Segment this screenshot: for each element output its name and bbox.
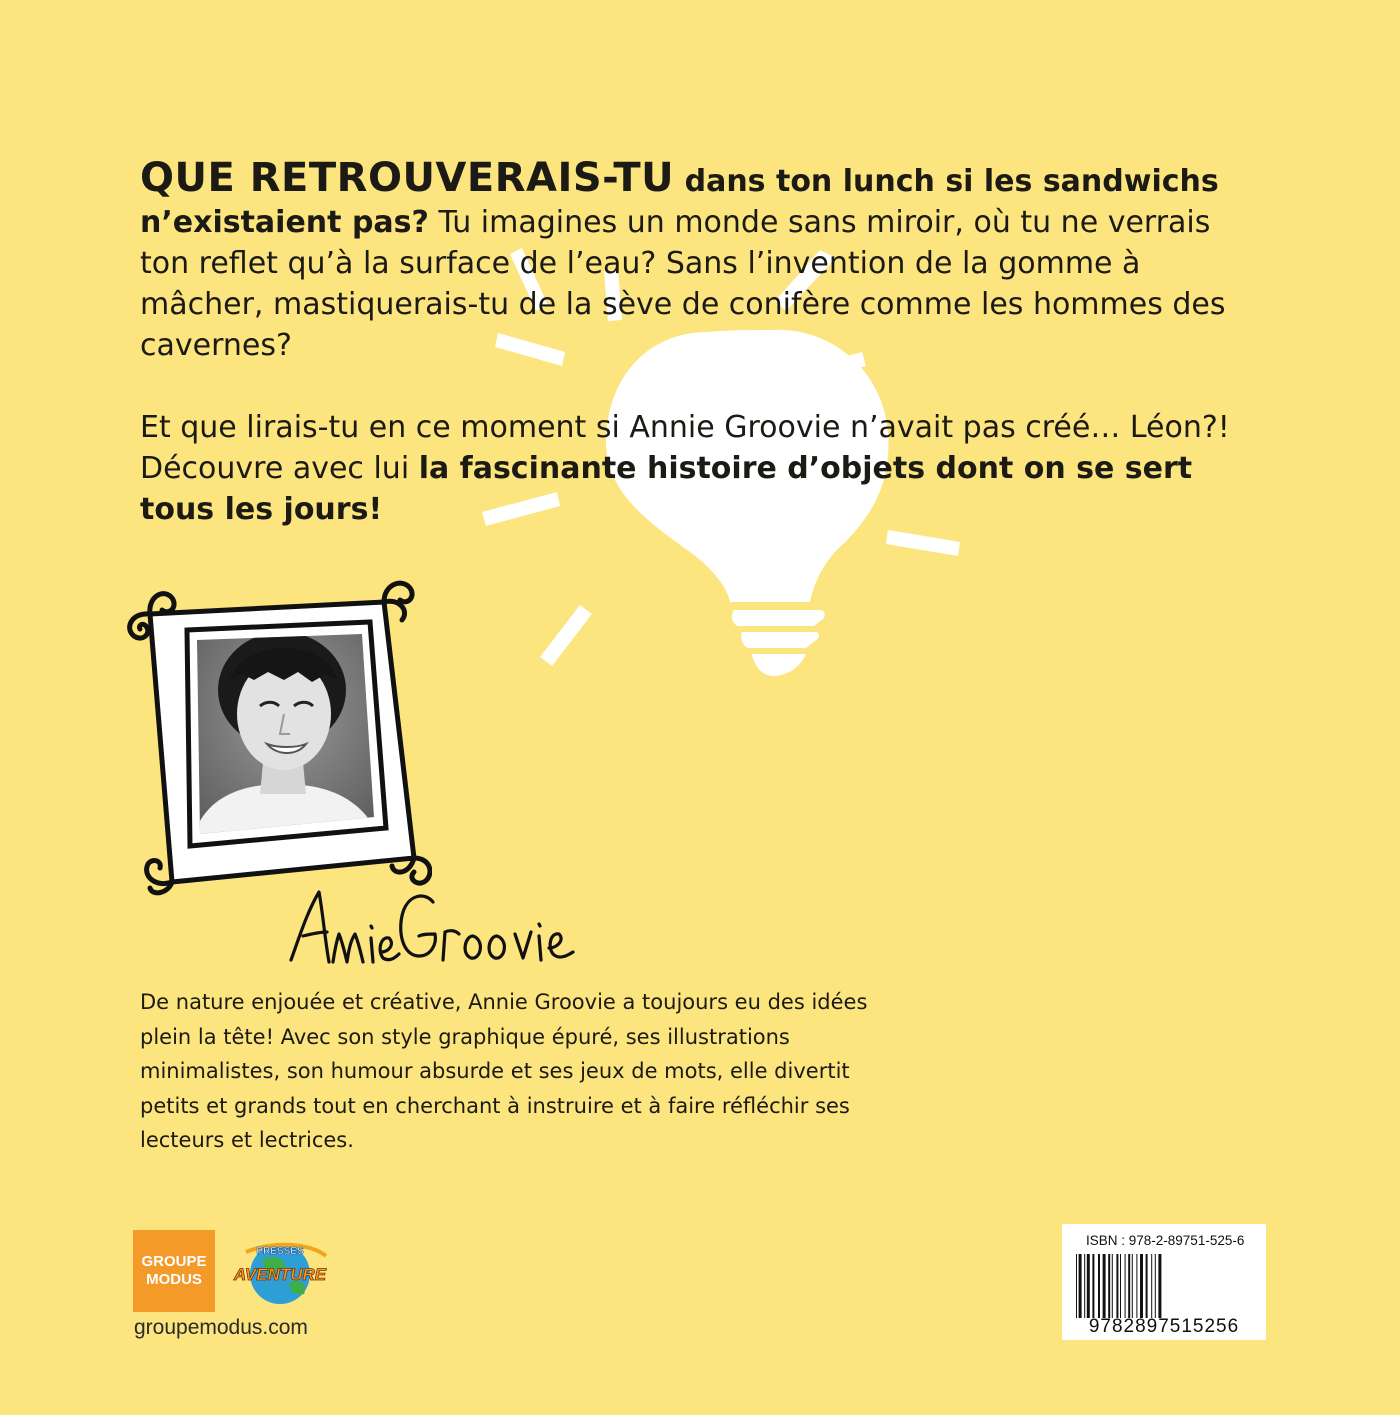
barcode-bar: [1084, 1254, 1085, 1318]
barcode-bar: [1158, 1254, 1161, 1318]
blurb-paragraph-1: [140, 155, 1250, 366]
barcode-bar: [1146, 1254, 1148, 1318]
barcode-bar: [1079, 1254, 1082, 1318]
cover-blurb: [140, 155, 1250, 530]
blurb-paragraph-2: [140, 407, 1250, 530]
barcode-icon: [1074, 1254, 1256, 1318]
barcode-bar: [1136, 1254, 1137, 1318]
barcode-bar: [1155, 1254, 1156, 1318]
blurb-lead-bold: dans ton lunch si les sandwichs n’existaient pas?: [140, 164, 1219, 240]
barcode-bar: [1108, 1254, 1110, 1318]
barcode-bar: [1087, 1254, 1090, 1318]
author-signature: [285, 882, 585, 972]
isbn-barcode: [1062, 1224, 1266, 1340]
logo-line-2: MODUS: [146, 1271, 202, 1288]
imprint-large-text: AVENTURE: [233, 1265, 327, 1284]
barcode-bar: [1098, 1254, 1100, 1318]
barcode-bar: [1125, 1254, 1126, 1318]
barcode-bar: [1120, 1254, 1121, 1318]
isbn-label: ISBN : 978-2-89751-525-6: [1086, 1233, 1245, 1248]
barcode-bar: [1116, 1254, 1118, 1318]
barcode-bar: [1132, 1254, 1133, 1318]
author-photo: [192, 622, 382, 842]
barcode-bar: [1128, 1254, 1130, 1318]
barcode-digits: 9782897515256: [1088, 1316, 1240, 1337]
blurb-lead-rest: Tu imagines un monde sans miroir, où tu ne verrais ton reflet qu’à la surface de l’eau? Sans l’invention de la gomme à mâcher, mastiquerais-tu de la sève de conifère comme les hommes des cavernes?: [140, 205, 1226, 363]
barcode-bar: [1076, 1254, 1077, 1318]
barcode-bar: [1151, 1254, 1152, 1318]
barcode-bar: [1103, 1254, 1106, 1318]
groupe-modus-logo: [133, 1230, 215, 1312]
barcode-bar: [1140, 1254, 1143, 1318]
ornate-frame-icon: [112, 562, 432, 902]
blurb-second-text: Et que lirais-tu en ce moment si Annie Groovie n’avait pas créé… Léon?! Découvre avec lui: [140, 410, 1230, 486]
presses-aventure-logo: [226, 1236, 334, 1308]
publisher-website: groupemodus.com: [134, 1316, 308, 1339]
blurb-second-bold: la fascinante histoire d’objets dont on se sert tous les jours!: [140, 451, 1193, 527]
barcode-bar: [1092, 1254, 1094, 1318]
author-bio: De nature enjouée et créative, Annie Groovie a toujours eu des idées plein la tête! Avec son style graphique épuré, ses illustrations minimalistes, son humour absurde et ses jeux de mots, elle divertit petits et grands tout en cherchant à instruire et à faire réfléchir ses lecteurs et lectrices.: [140, 990, 868, 1152]
blurb-lead-caps: QUE RETROUVERAIS-TU: [140, 155, 675, 201]
logo-line-1: GROUPE: [141, 1253, 207, 1270]
barcode-bar: [1112, 1254, 1113, 1318]
imprint-small-text: PRESSES: [256, 1246, 304, 1257]
